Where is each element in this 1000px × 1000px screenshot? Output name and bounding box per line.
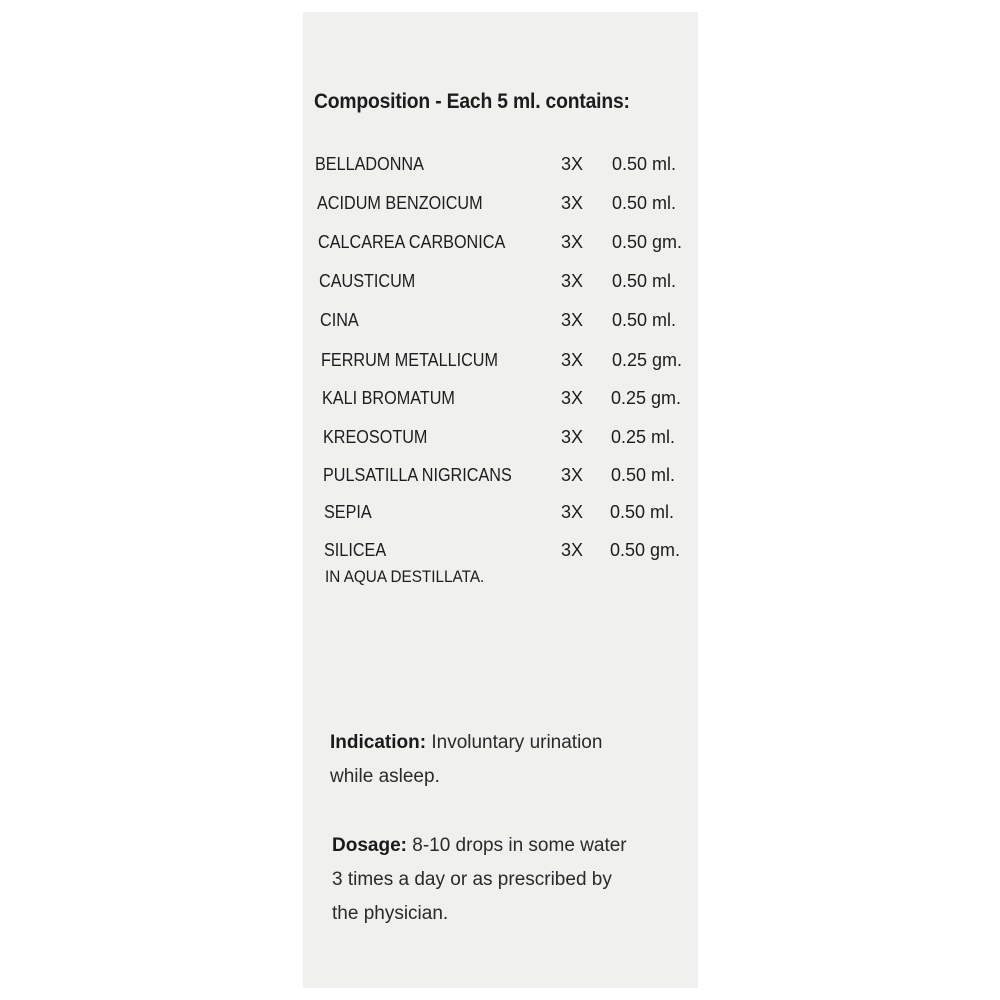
dosage-label: Dosage: [332,835,407,856]
ingredient-row [321,348,701,372]
product-label-panel [303,12,698,988]
ingredient-potency: 3X [561,154,584,174]
ingredient-row [319,269,699,293]
indication-text-2: while asleep. [330,766,440,787]
dosage-line-1 [332,829,627,863]
ingredient-name: FERRUM METALLICUM [321,350,499,370]
composition-heading: Composition - Each 5 ml. contains: [314,90,630,113]
dosage-paragraph [332,829,627,931]
ingredient-row [324,500,704,524]
ingredient-row [322,386,702,410]
indication-line-1 [330,726,602,760]
ingredient-quantity: 0.25 gm. [612,350,683,370]
dosage-text-3: the physician. [332,903,449,924]
ingredient-quantity: 0.25 gm. [611,388,682,408]
ingredient-potency: 3X [561,271,584,291]
ingredient-name: CAUSTICUM [319,271,416,291]
ingredient-potency: 3X [561,427,584,447]
ingredient-row [324,538,704,562]
ingredient-name: ACIDUM BENZOICUM [317,193,483,213]
ingredient-potency: 3X [561,310,584,330]
ingredient-quantity: 0.50 ml. [612,193,677,213]
ingredient-quantity: 0.50 ml. [611,465,676,485]
ingredient-quantity: 0.25 ml. [611,427,676,447]
ingredient-potency: 3X [561,502,584,522]
indication-paragraph [330,726,602,794]
ingredient-row [318,230,698,254]
indication-text-1: Involuntary urination [431,732,603,753]
dosage-text-1: 8-10 drops in some water [412,835,627,856]
ingredient-quantity: 0.50 ml. [612,154,677,174]
ingredient-row [317,191,697,215]
ingredient-quantity: 0.50 gm. [612,232,683,252]
ingredient-name: KREOSOTUM [323,427,428,447]
ingredient-potency: 3X [561,350,584,370]
dosage-text-2: 3 times a day or as prescribed by [332,869,612,890]
ingredient-potency: 3X [561,193,584,213]
ingredient-row [320,308,700,332]
ingredient-quantity: 0.50 ml. [612,271,677,291]
ingredient-quantity: 0.50 ml. [612,310,677,330]
ingredient-name: CALCAREA CARBONICA [318,232,506,252]
ingredient-row [315,152,695,176]
ingredient-potency: 3X [561,388,584,408]
ingredient-potency: 3X [561,540,584,560]
ingredient-name: BELLADONNA [315,154,424,174]
ingredient-name: SILICEA [324,540,387,560]
ingredient-name: PULSATILLA NIGRICANS [323,465,512,485]
ingredient-name: SEPIA [324,502,372,522]
indication-label: Indication: [330,732,427,753]
ingredient-potency: 3X [561,232,584,252]
ingredient-quantity: 0.50 gm. [610,540,681,560]
ingredient-name: KALI BROMATUM [322,388,455,408]
solvent-note: IN AQUA DESTILLATA. [325,567,485,586]
ingredient-potency: 3X [561,465,584,485]
ingredient-row [323,463,703,487]
ingredient-quantity: 0.50 ml. [610,502,675,522]
ingredient-row [323,425,703,449]
ingredient-name: CINA [320,310,359,330]
